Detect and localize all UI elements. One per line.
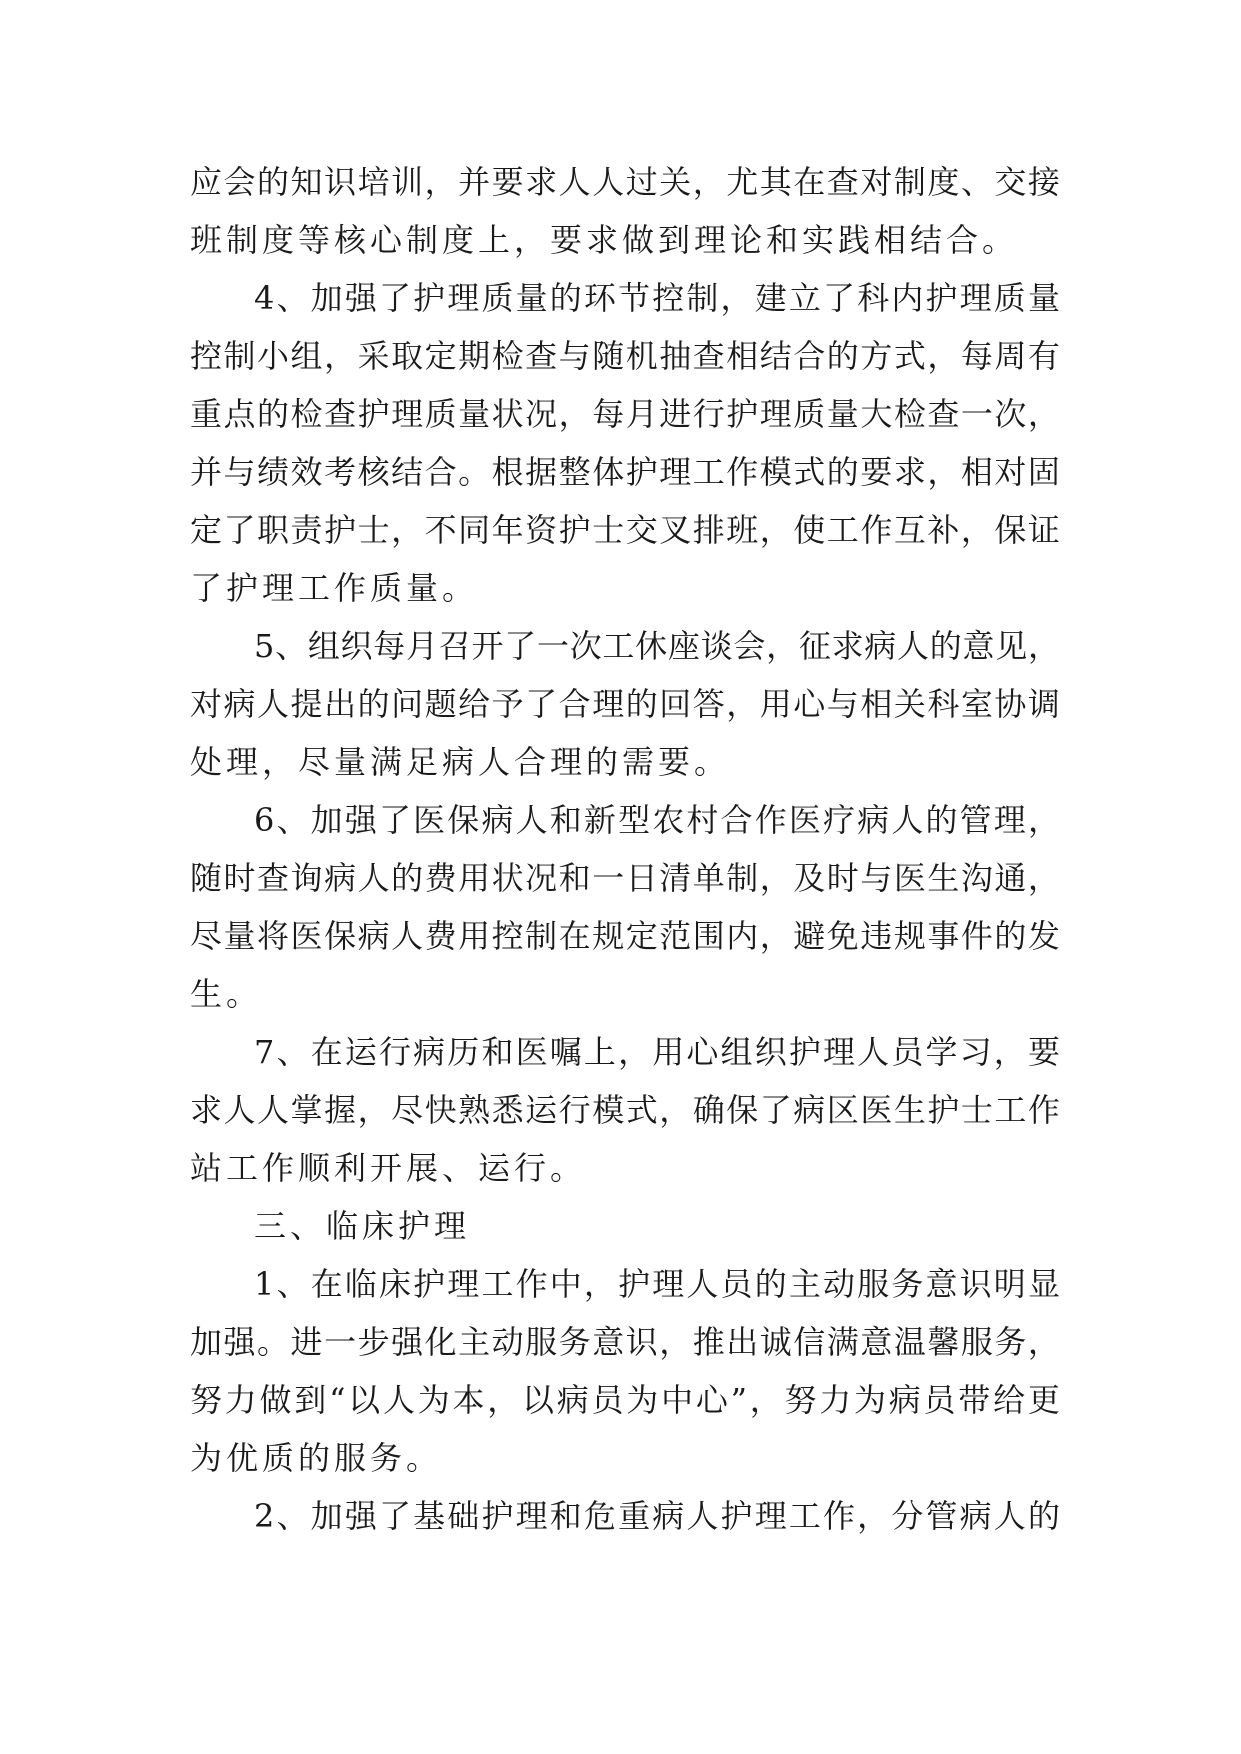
text-line: 对 病 人 提 出 的 问 题 给 予 了 合 理 的 回 答 ， 用 心 与 相 关 科 室 协 调 (190, 685, 1060, 723)
text-line: 定 了 职 责 护 士 ， 不 同 年 资 护 士 交 叉 排 班 ， 使 工 作 互 补 ， 保 证 (190, 511, 1060, 549)
text-line: 求 人 人 掌 握 ， 尽 快 熟 悉 运 行 模 式 ， 确 保 了 病 区 医 生 护 士 工 作 (190, 1091, 1060, 1129)
text-line: 随 时 查 询 病 人 的 费 用 状 况 和 一 日 清 单 制 ， 及 时 与 医 生 沟 通 ， (190, 859, 1060, 897)
text-line: 为优质的服务。 (190, 1439, 443, 1477)
text-line: 尽 量 将 医 保 病 人 费 用 控 制 在 规 定 范 围 内 ， 避 免 违 规 事 件 的 发 (190, 917, 1060, 955)
text-line: 处理，尽量满足病人合理的需要。 (190, 743, 731, 781)
text-line: 5 、 组 织 每 月 召 开 了 一 次 工 休 座 谈 会 ， 征 求 病 人 的 意 见 ， (254, 627, 1060, 665)
text-line: 应 会 的 知 识 培 训 ， 并 要 求 人 人 过 关 ， 尤 其 在 查 对 制 度 、 交 接 (190, 163, 1060, 201)
text-line: 生。 (190, 975, 263, 1013)
section-heading: 三、临床护理 (254, 1207, 471, 1245)
text-line: 控 制 小 组 ， 采 取 定 期 检 查 与 随 机 抽 查 相 结 合 的 方 式 ， 每 周 有 (190, 337, 1060, 375)
text-line: 4 、 加 强 了 护 理 质 量 的 环 节 控 制 ， 建 立 了 科 内 护 理 质 量 (254, 279, 1060, 317)
text-line: 并 与 绩 效 考 核 结 合 。 根 据 整 体 护 理 工 作 模 式 的 要 求 ， 相 对 固 (190, 453, 1060, 491)
text-line: 班制度等核心制度上，要求做到理论和实践相结合。 (190, 221, 1019, 259)
text-line: 了护理工作质量。 (190, 569, 479, 607)
text-line: 站工作顺利开展、运行。 (190, 1149, 587, 1187)
text-line: 重 点 的 检 查 护 理 质 量 状 况 ， 每 月 进 行 护 理 质 量 大 检 查 一 次 ， (190, 395, 1060, 433)
text-line: 7 、 在 运 行 病 历 和 医 嘱 上 ， 用 心 组 织 护 理 人 员 学 习 ， 要 (254, 1033, 1060, 1071)
text-line: 加 强 。 进 一 步 强 化 主 动 服 务 意 识 ， 推 出 诚 信 满 意 温 馨 服 务 ， (190, 1323, 1060, 1361)
document-body (190, 153, 1060, 1545)
text-line: 努 力 做 到 “ 以 人 为 本 ， 以 病 员 为 中 心 ” ， 努 力 为 病 员 带 给 更 (190, 1381, 1060, 1419)
text-line: 2 、 加 强 了 基 础 护 理 和 危 重 病 人 护 理 工 作 ， 分 管 病 人 的 (254, 1497, 1060, 1535)
text-line: 1 、 在 临 床 护 理 工 作 中 ， 护 理 人 员 的 主 动 服 务 意 识 明 显 (254, 1265, 1060, 1303)
text-line: 6 、 加 强 了 医 保 病 人 和 新 型 农 村 合 作 医 疗 病 人 的 管 理 ， (254, 801, 1060, 839)
